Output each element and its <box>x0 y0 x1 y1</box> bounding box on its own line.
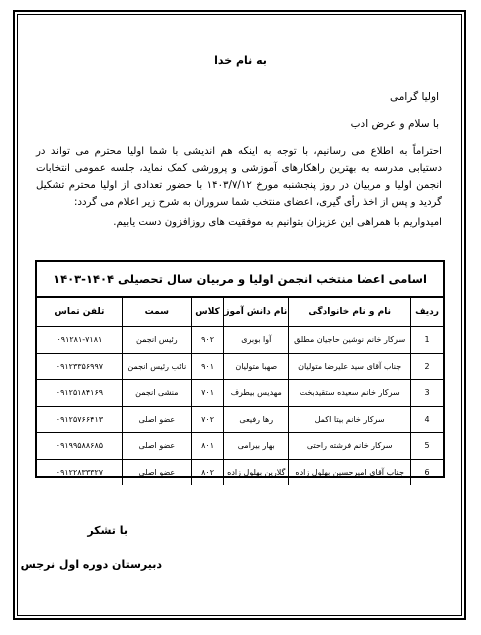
header-class: کلاس <box>191 298 223 327</box>
position: رئیس انجمن <box>122 327 191 354</box>
table-row <box>37 327 443 354</box>
closing-wish: امیدواریم با همراهی این عزیزان بتوانیم به موفقیت های روزافزون دست یابیم. <box>113 217 442 228</box>
class: ۷۰۲ <box>191 406 223 433</box>
student-name: بهار بیرامی <box>224 433 289 460</box>
members-table-box <box>35 260 445 478</box>
student-name: رها رفیعی <box>224 406 289 433</box>
members-table-header <box>37 298 443 327</box>
position: عضو اصلی <box>122 459 191 485</box>
phone: ۰۹۱۲۸۱-۷۱۸۱ <box>37 327 122 354</box>
row-number: 5 <box>411 433 443 460</box>
members-table <box>37 297 443 485</box>
table-row <box>37 380 443 407</box>
regards: با سلام و عرض ادب <box>350 118 439 130</box>
greeting: اولیا گرامی <box>390 91 439 103</box>
student-name: مهدیس بیطرف <box>224 380 289 407</box>
header-position: سمت <box>122 298 191 327</box>
header-student-name: نام دانش آموز <box>224 298 289 327</box>
member-name: جناب آقای سید علیرضا متولیان <box>289 353 411 380</box>
member-name: سرکار خانم سعیده ستقیدبخت <box>289 380 411 407</box>
student-name: گلارین بهلول زاده <box>224 459 289 485</box>
member-name: جناب آقای امیرحسین بهلول زاده <box>289 459 411 485</box>
row-number: 4 <box>411 406 443 433</box>
phone: ۰۹۱۹۹۵۸۸۶۸۵ <box>37 433 122 460</box>
table-row <box>37 459 443 485</box>
position: عضو اصلی <box>122 433 191 460</box>
header-row-number: ردیف <box>411 298 443 327</box>
member-name: سرکار خانم فرشته راحتی <box>289 433 411 460</box>
class: ۷۰۱ <box>191 380 223 407</box>
row-number: 6 <box>411 459 443 485</box>
row-number: 2 <box>411 353 443 380</box>
announcement-paragraph: احتراماً به اطلاع می رسانیم، با توجه به اینکه هم اندیشی با شما اولیا محترم می تواند در دستیابی مدرسه به بهترین راهکارهای آموزشی و پرورشی کمک نماید، جلسه عمومی انتخابات انجمن اولیا و مربیان در روز پنجشنبه مورخ ۱۴۰۳/۷/۱۲ با حضور تعدادی از اولیا محترم تشکیل گردید و پس از اخذ رأی گیری، اعضای منتخب شما سروران به شرح زیر اعلام می گردد: <box>36 146 442 208</box>
closing-thanks: با تشکر <box>87 524 128 537</box>
table-row <box>37 406 443 433</box>
header-phone: تلفن تماس <box>37 298 122 327</box>
position: عضو اصلی <box>122 406 191 433</box>
phone: ۰۹۱۲۳۳۵۶۹۹۷ <box>37 353 122 380</box>
school-name: دبیرستان دوره اول نرجس <box>20 558 162 571</box>
letter-body <box>36 143 442 231</box>
position: نائب رئیس انجمن <box>122 353 191 380</box>
members-table-title: اسامی اعضا منتخب انجمن اولیا و مربیان سال تحصیلی ۱۴۰۴-۱۴۰۳ <box>37 262 443 297</box>
table-row <box>37 433 443 460</box>
class: ۹۰۱ <box>191 353 223 380</box>
table-row <box>37 353 443 380</box>
student-name: صهبا متولیان <box>224 353 289 380</box>
student-name: آوا بوبری <box>224 327 289 354</box>
row-number: 3 <box>411 380 443 407</box>
header-full-name: نام و نام خانوادگی <box>289 298 411 327</box>
phone: ۰۹۱۲۵۱۸۴۱۶۹ <box>37 380 122 407</box>
row-number: 1 <box>411 327 443 354</box>
member-name: سرکار خانم بیتا اکمل <box>289 406 411 433</box>
phone: ۰۹۱۲۲۸۳۳۳۲۷ <box>37 459 122 485</box>
phone: ۰۹۱۲۵۷۶۶۴۱۳ <box>37 406 122 433</box>
letter-heading: به نام خدا <box>214 54 267 67</box>
member-name: سرکار خانم نوشین حاجیان مطلق <box>289 327 411 354</box>
position: منشی انجمن <box>122 380 191 407</box>
class: ۸۰۱ <box>191 433 223 460</box>
class: ۸۰۲ <box>191 459 223 485</box>
class: ۹۰۲ <box>191 327 223 354</box>
